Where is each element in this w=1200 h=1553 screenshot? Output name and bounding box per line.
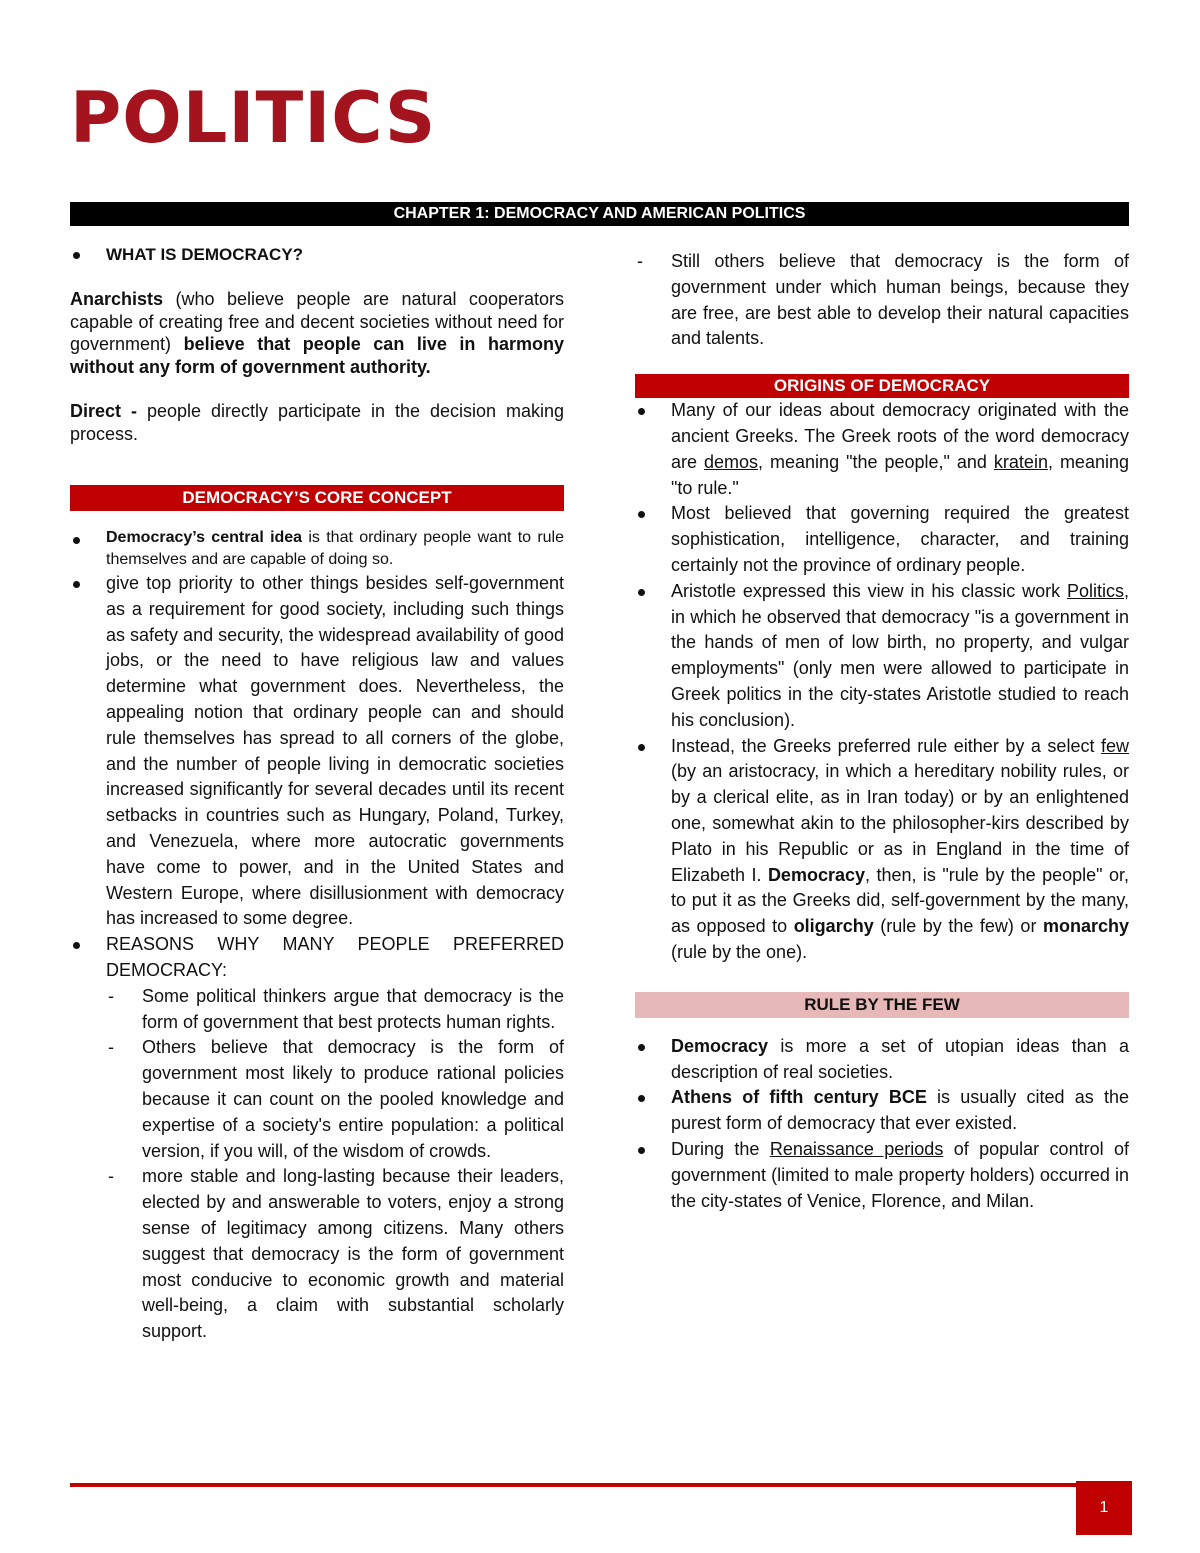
origins-text: (rule by the few) or — [873, 916, 1043, 937]
what-is-democracy-heading: WHAT IS DEMOCRACY? — [70, 242, 564, 268]
list-item — [635, 579, 1129, 734]
list-item — [70, 932, 564, 1345]
anarchists-bold-text: believe that people can live in harmony without any form of government authority. — [70, 334, 564, 377]
list-item: - Still others believe that democracy is the form of government under which human beings, because they are free, are best able to develop their natural capacities and talents. — [635, 249, 1129, 352]
footer-divider — [70, 1483, 1132, 1487]
origins-text: Many of our ideas about democracy originated with the ancient Greeks. The Greek roots of the word democracy are — [671, 400, 1129, 472]
list-item — [635, 1085, 1129, 1137]
central-idea-term: Democracy’s central idea — [106, 529, 303, 546]
renaissance-term: Renaissance periods — [769, 1138, 944, 1159]
rule-text: During the — [671, 1138, 770, 1159]
left-column — [70, 242, 564, 1345]
oligarchy-term: oligarchy — [793, 916, 874, 937]
athens-term: Athens of fifth century BCE — [671, 1087, 927, 1108]
demos-term: demos — [704, 451, 759, 472]
origins-text: (rule by the one). — [671, 941, 808, 962]
right-column — [635, 249, 1129, 1214]
list-item — [70, 527, 564, 571]
direct-paragraph — [70, 400, 564, 445]
democracy-term: Democracy — [767, 864, 865, 885]
monarchy-term: monarchy — [1042, 916, 1129, 937]
core-concept-list — [70, 527, 564, 1345]
list-item: give top priority to other things besides self-government as a requirement for good society, including such things as safety and security, the widespread availability of good jobs, or the need to have religious law and values determine what government does. Nevertheless, the appealing notion that ordinary people can and should rule themselves has spread to all corners of the globe, and the number of people living in democratic societies increased significantly for several decades until its recent setbacks in countries such as Hungary, Poland, Turkey, and Venezuela, where more autocratic governments have come to power, and in the United States and Western Europe, where disillusionment with democracy has increased to some degree. — [70, 571, 564, 932]
chapter-heading-bar: CHAPTER 1: DEMOCRACY AND AMERICAN POLITICS — [70, 202, 1129, 226]
document-title: POLITICS — [70, 77, 437, 159]
rule-text: is more a set of utopian ideas than a description of real societies. — [671, 1035, 1129, 1082]
anarchists-text: (who believe people are natural cooperators capable of creating free and decent societies without need for government) — [70, 289, 564, 354]
reasons-list — [70, 984, 564, 1345]
list-item — [635, 734, 1129, 966]
origins-text: (by an aristocracy, in which a hereditary nobility rules, or by a clerical elite, as in Iran today) or by an enlightened one, somewhat akin to the philosopher-kirs described by Plato in his Republic or as in England in the time of Elizabeth I. — [671, 761, 1129, 885]
rule-text: is usually cited as the purest form of democracy that ever existed. — [671, 1087, 1129, 1134]
what-is-list — [70, 242, 564, 268]
core-concept-heading: DEMOCRACY’S CORE CONCEPT — [70, 485, 564, 511]
list-item: - Others believe that democracy is the form of government most likely to produce rational policies because it can count on the pooled knowledge and expertise of a society's entire population: a political version, if you will, of the wisdom of crowds. — [106, 1035, 564, 1164]
rule-by-few-heading: RULE BY THE FEW — [635, 992, 1129, 1018]
central-idea-text: is that ordinary people want to rule themselves and are capable of doing so. — [106, 529, 565, 568]
origins-text: , then, is "rule by the people" or, to put it as the Greeks did, self-government by the many, as opposed to — [671, 864, 1129, 937]
origins-text: , meaning "to rule." — [671, 451, 1129, 498]
list-item: Most believed that governing required the greatest sophistication, intelligence, character, and training certainly not the province of ordinary people. — [635, 501, 1129, 578]
rule-by-few-list — [635, 1034, 1129, 1215]
origins-list — [635, 398, 1129, 966]
anarchists-term: Anarchists — [70, 289, 164, 309]
list-item: - Some political thinkers argue that democracy is the form of government that best protects human rights. — [106, 984, 564, 1036]
politics-work-title: Politics — [1066, 580, 1124, 601]
direct-text: people directly participate in the decision making process. — [70, 401, 564, 444]
reasons-heading: REASONS WHY MANY PEOPLE PREFERRED DEMOCRACY: — [106, 934, 564, 980]
origins-text: Aristotle expressed this view in his classic work — [671, 580, 1067, 601]
few-term: few — [1100, 735, 1129, 756]
origins-heading: ORIGINS OF DEMOCRACY — [635, 374, 1129, 398]
kratein-term: kratein — [993, 451, 1048, 472]
democracy-term: Democracy — [671, 1035, 769, 1056]
origins-text: Instead, the Greeks preferred rule either by a select — [671, 735, 1101, 756]
list-item — [635, 398, 1129, 501]
still-others-list — [635, 249, 1129, 352]
list-item: - more stable and long-lasting because their leaders, elected by and answerable to voters, enjoy a strong sense of legitimacy among citizens. Many others suggest that democracy is the form of government most conducive to economic growth and material well-being, a claim with substantial scholarly support. — [106, 1164, 564, 1345]
list-item — [635, 1034, 1129, 1086]
origins-text: , in which he observed that democracy "is a government in the hands of men of low birth, no property, and vulgar employments" (only men were allowed to participate in Greek politics in the city-states Aristotle studied to reach his conclusion). — [671, 580, 1129, 730]
rule-text: of popular control of government (limited to male property holders) occurred in the city-states of Venice, Florence, and Milan. — [671, 1138, 1129, 1211]
origins-text: , meaning "the people," and — [758, 451, 994, 472]
direct-term: Direct - — [70, 401, 147, 421]
list-item — [635, 1137, 1129, 1214]
anarchists-paragraph — [70, 288, 564, 378]
page-number: 1 — [1076, 1481, 1132, 1535]
